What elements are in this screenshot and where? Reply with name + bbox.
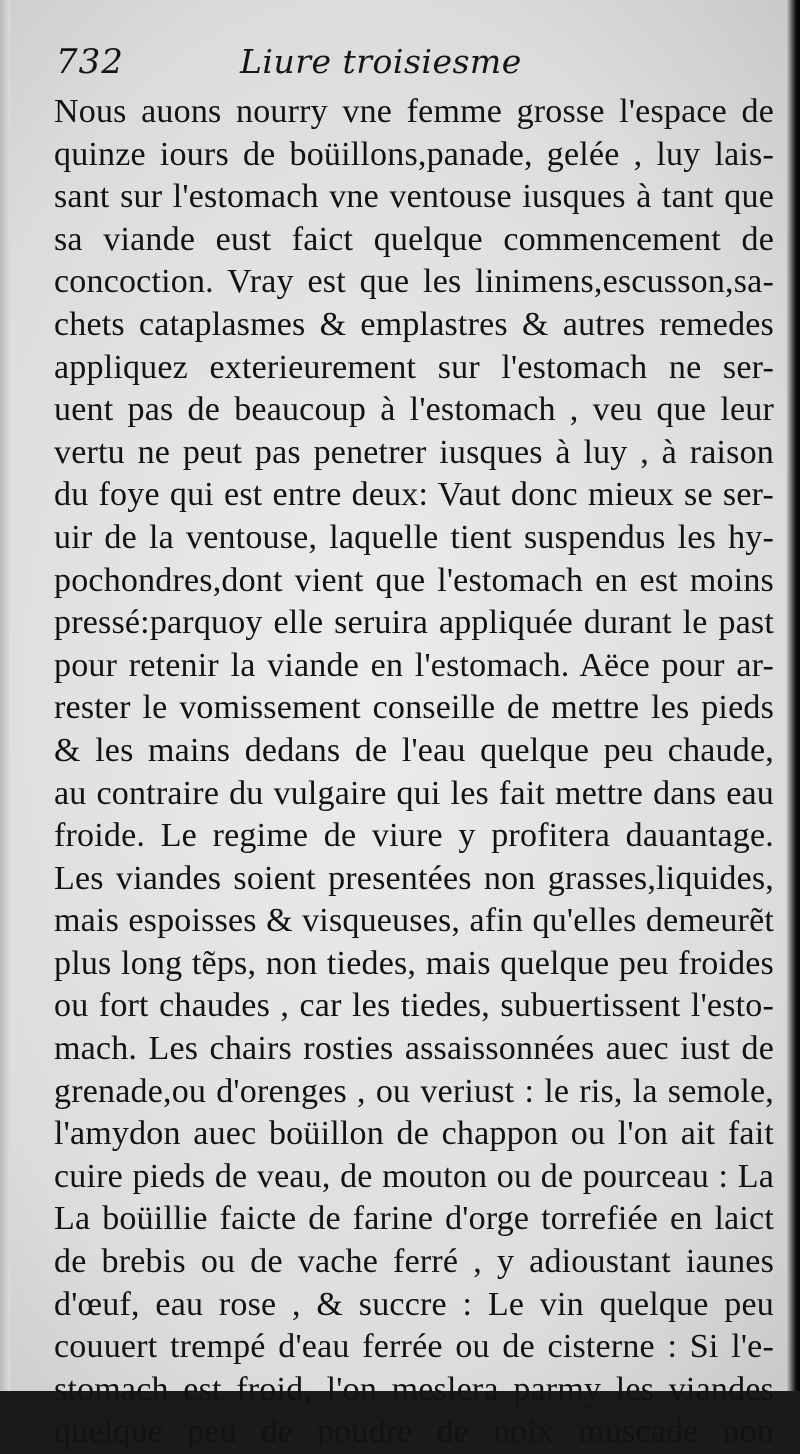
page-number: 732 — [56, 42, 124, 82]
text-line: cuire pieds de veau, de mouton ou de pourceau : La — [54, 1157, 774, 1195]
text-line: plus long tẽps, non tiedes, mais quelque peu froides — [54, 944, 774, 982]
text-line: mach. Les chairs rosties assaissonnées auec iust de — [54, 1030, 774, 1068]
text-line: d'œuf, eau rose , & succre : Le vin quelque peu — [54, 1285, 774, 1323]
text-line: vertu ne peut pas penetrer iusques à luy , à raison — [54, 433, 774, 471]
running-title: Liure troisiesme — [240, 42, 522, 81]
page-binding-shadow — [786, 0, 800, 1391]
body-text — [54, 91, 774, 1454]
text-line: mais espoisses & visqueuses, afin qu'elles demeurẽt — [54, 902, 774, 940]
text-line: sant sur l'estomach vne ventouse iusques à tant que — [54, 178, 774, 216]
text-line: l'amydon auec boüillon de chappon ou l'on ait fait — [54, 1115, 774, 1153]
text-line: Les viandes soient presentées non grasses,liquides, — [54, 859, 774, 897]
text-line: pochondres,dont vient que l'estomach en est moins — [54, 561, 774, 599]
text-line: concoction. Vray est que les linimens,escusson,sa- — [54, 263, 774, 301]
text-line: quelque peu de poudre de noix muscade non — [54, 1413, 774, 1451]
text-line: ou fort chaudes , car les tiedes, subuertissent l'esto- — [54, 987, 774, 1025]
text-line: La boüillie faicte de farine d'orge torrefiée en laict — [54, 1200, 774, 1238]
text-line: couuert trempé d'eau ferrée ou de cisterne : Si l'e- — [54, 1328, 774, 1366]
text-line: au contraire du vulgaire qui les fait mettre dans eau — [54, 774, 774, 812]
text-line: pressé:parquoy elle seruira appliquée durant le past — [54, 604, 774, 642]
page-left-edge — [0, 0, 10, 1391]
text-line: chets cataplasmes & emplastres & autres remedes — [54, 305, 774, 343]
text-line: de brebis ou de vache ferré , y adioustant iaunes — [54, 1243, 774, 1281]
text-line: quinze iours de boüillons,panade, gelée , luy lais- — [54, 135, 774, 173]
text-line: pour retenir la viande en l'estomach. Aëce pour ar- — [54, 646, 774, 684]
text-line: du foye qui est entre deux: Vaut donc mieux se ser- — [54, 476, 774, 514]
text-line: appliquez exterieurement sur l'estomach ne ser- — [54, 348, 774, 386]
text-line: Nous auons nourry vne femme grosse l'espace de — [54, 93, 774, 130]
text-line: stomach est froid, l'on meslera parmy les viandes — [54, 1370, 774, 1408]
text-line: uent pas de beaucoup à l'estomach , veu que leur — [54, 391, 774, 429]
text-line: & les mains dedans de l'eau quelque peu chaude, — [54, 731, 774, 769]
text-line: rester le vomissement conseille de mettre les pieds — [54, 689, 774, 727]
page-header — [56, 42, 756, 92]
text-line: sa viande eust faict quelque commencement de — [54, 220, 774, 258]
text-line: froide. Le regime de viure y profitera dauantage. — [54, 817, 774, 855]
text-line: grenade,ou d'orenges , ou veriust : le ris, la semole, — [54, 1072, 774, 1110]
text-line: uir de la ventouse, laquelle tient suspendus les hy- — [54, 518, 774, 556]
